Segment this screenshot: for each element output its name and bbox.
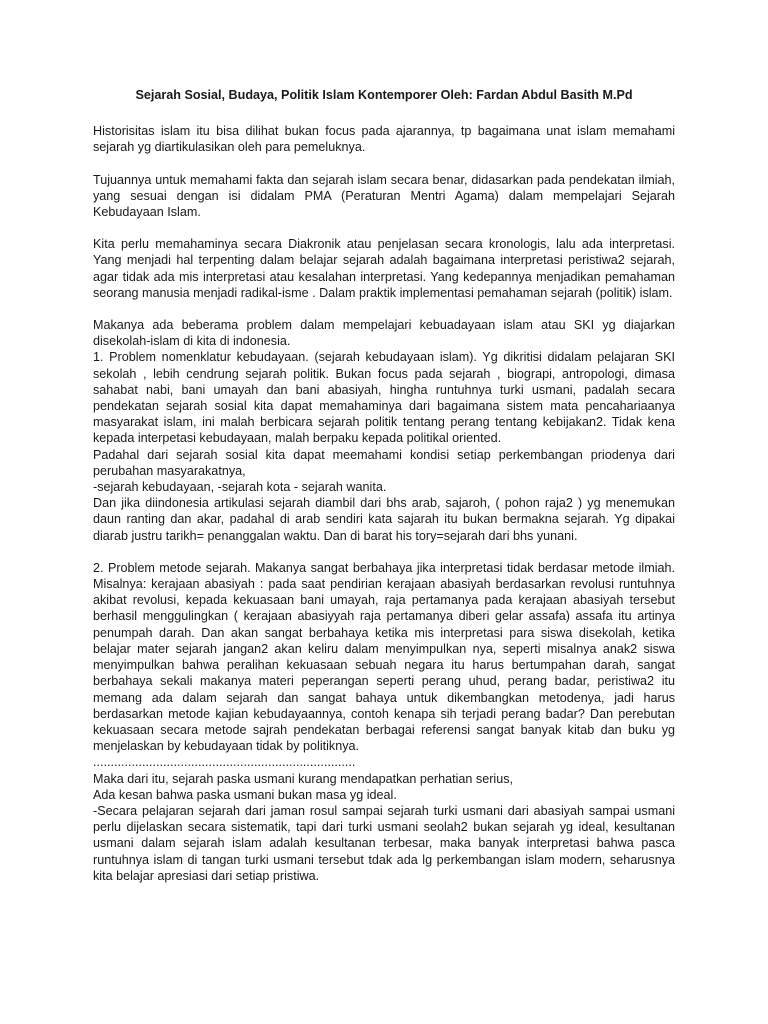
- paragraph-gap: [93, 156, 675, 172]
- paragraph-gap: [93, 301, 675, 317]
- paragraph-pelajaran-sejarah: -Secara pelajaran sejarah dari jaman rosul sampai sejarah turki usmani dari abasiyah sampai usmani perlu dijelaskan secara sistematik, tapi dari turki usmani seolah2 bukan sejarah yg ideal, kesultanan usmani dalam sejarah islam adalah kesultanan terbesar, maka banyak interpretasi bahwa pasca runtuhnya islam di tangan turki usmani tersebut tdak ada lg perkembangan islam modern, seharusnya kita belajar apresiasi dari setiap pristiwa.: [93, 803, 675, 883]
- paragraph-historisitas: Historisitas islam itu bisa dilihat bukan focus pada ajarannya, tp bagaimana unat islam memahami sejarah yg diartikulasikan oleh para pemeluknya.: [93, 124, 675, 155]
- paragraph-gap: [93, 220, 675, 236]
- paragraph-problem-metode: 2. Problem metode sejarah. Makanya sangat berbahaya jika interpretasi tidak berdasar metode ilmiah. Misalnya: kerajaan abasiyah : pada saat pendirian kerajaan abasiyah berdasarkan revolusi runtuhnya akibat revolusi, kepada kekuasaan bani umayah, raja pertamanya pada kerajaan abasiyah tersebut berhasil menggulingkan ( kerajaan abasiyyah raja pertamanya diberi gelar assafa) assafa itu artinya penumpah darah. Dan akan sangat berbahaya ketika mis interpretasi para siswa disekolah, ketika belajar mater sejarah jangan2 akan keliru dalam menyimpulkan nya, seperti misalnya anak2 siswa menyimpulkan bahwa peralihan kekuasaan sebuah negara itu harus bertumpahan darah, sangat berbahaya sekali makanya materi peperangan seperti perang uhud, perang badar, peristiwa2 itu memang ada dalam sejarah dan sangat bahaya untuk dikembangkan metodenya, jadi harus berdasarkan metode kajian kebudayaannya, contoh kenapa sih terjadi perang badar? Dan perebutan kekuasaan secara metode sajrah pendekatan berbagai referensi sangat banyak kitab dan buku yg menjelaskan by kebudayaan tidak by politiknya.: [93, 560, 675, 754]
- paragraph-paska-usmani: Maka dari itu, sejarah paska usmani kurang mendapatkan perhatian serius,: [93, 771, 514, 786]
- paragraph-problem-intro: Makanya ada beberama problem dalam mempelajari kebuadayaan islam atau SKI yg diajarkan disekolah-islam di kita di indonesia.: [93, 318, 675, 349]
- document-page: [93, 87, 675, 884]
- paragraph-kesan: Ada kesan bahwa paska usmani bukan masa yg ideal.: [93, 787, 397, 802]
- paragraph-sejarah-sosial: Padahal dari sejarah sosial kita dapat meemahami kondisi setiap perkembangan priodenya dari perubahan masyarakatnya,: [93, 447, 675, 478]
- paragraph-diakronik: Kita perlu memahaminya secara Diakronik atau penjelasan secara kronologis, lalu ada interpretasi. Yang menjadi hal terpenting dalam belajar sejarah adalah bagaimana interpretasi peristiwa2 sejarah, agar tidak ada mis interpretasi atau kesalahan interpretasi. Yang kedepannya menjadikan pemahaman seorang manusia menjadi radikal-isme . Dalam praktik implementasi pemahaman sejarah (politik) islam.: [93, 237, 675, 300]
- paragraph-tujuan: Tujuannya untuk memahami fakta dan sejarah islam secara benar, didasarkan pada pendekatan ilmiah, yang sesuai dengan isi didalam PMA (Peraturan Mentri Agama) dalam mempelajari Sejarah Kebudayaan Islam.: [93, 172, 675, 220]
- paragraph-sejarah-list: -sejarah kebudayaan, -sejarah kota - sejarah wanita.: [93, 480, 387, 495]
- paragraph-gap: [93, 544, 675, 560]
- dotted-separator: ...........................................................................: [93, 755, 356, 770]
- document-title: Sejarah Sosial, Budaya, Politik Islam Kontemporer Oleh: Fardan Abdul Basith M.Pd: [135, 88, 633, 102]
- paragraph-problem-nomenklatur: 1. Problem nomenklatur kebudayaan. (sejarah kebudayaan islam). Yg dikritisi didalam pelajaran SKI sekolah , lebih cendrung sejarah politik. Bukan focus pada sejarah , biograpi, antropologi, dimasa sahabat nabi, bani umayah dan bani abasiyah, hingha runtuhnya turki usmani, padalah secara pendekatan sejarah sosial kita dapat memahaminya dari bagaimana sistem mata pencahariaanya masyarakat islam, ini malah berbicara sejarah politik tentang perang tentang kebijakan2. Tidak kena kepada interpetasi kebudayaan, malah berpaku kepada politikal oriented.: [93, 350, 675, 446]
- paragraph-artikulasi: Dan jika diindonesia artikulasi sejarah diambil dari bhs arab, sajaroh, ( pohon raja2 ) yg menemukan daun ranting dan akar, padahal di arab sendiri kata sajarah itu bukan bermakna sejarah. Yg dipakai diarab justru tarikh= penanggalan waktu. Dan di barat his tory=sejarah dari bhs yunani.: [93, 496, 675, 543]
